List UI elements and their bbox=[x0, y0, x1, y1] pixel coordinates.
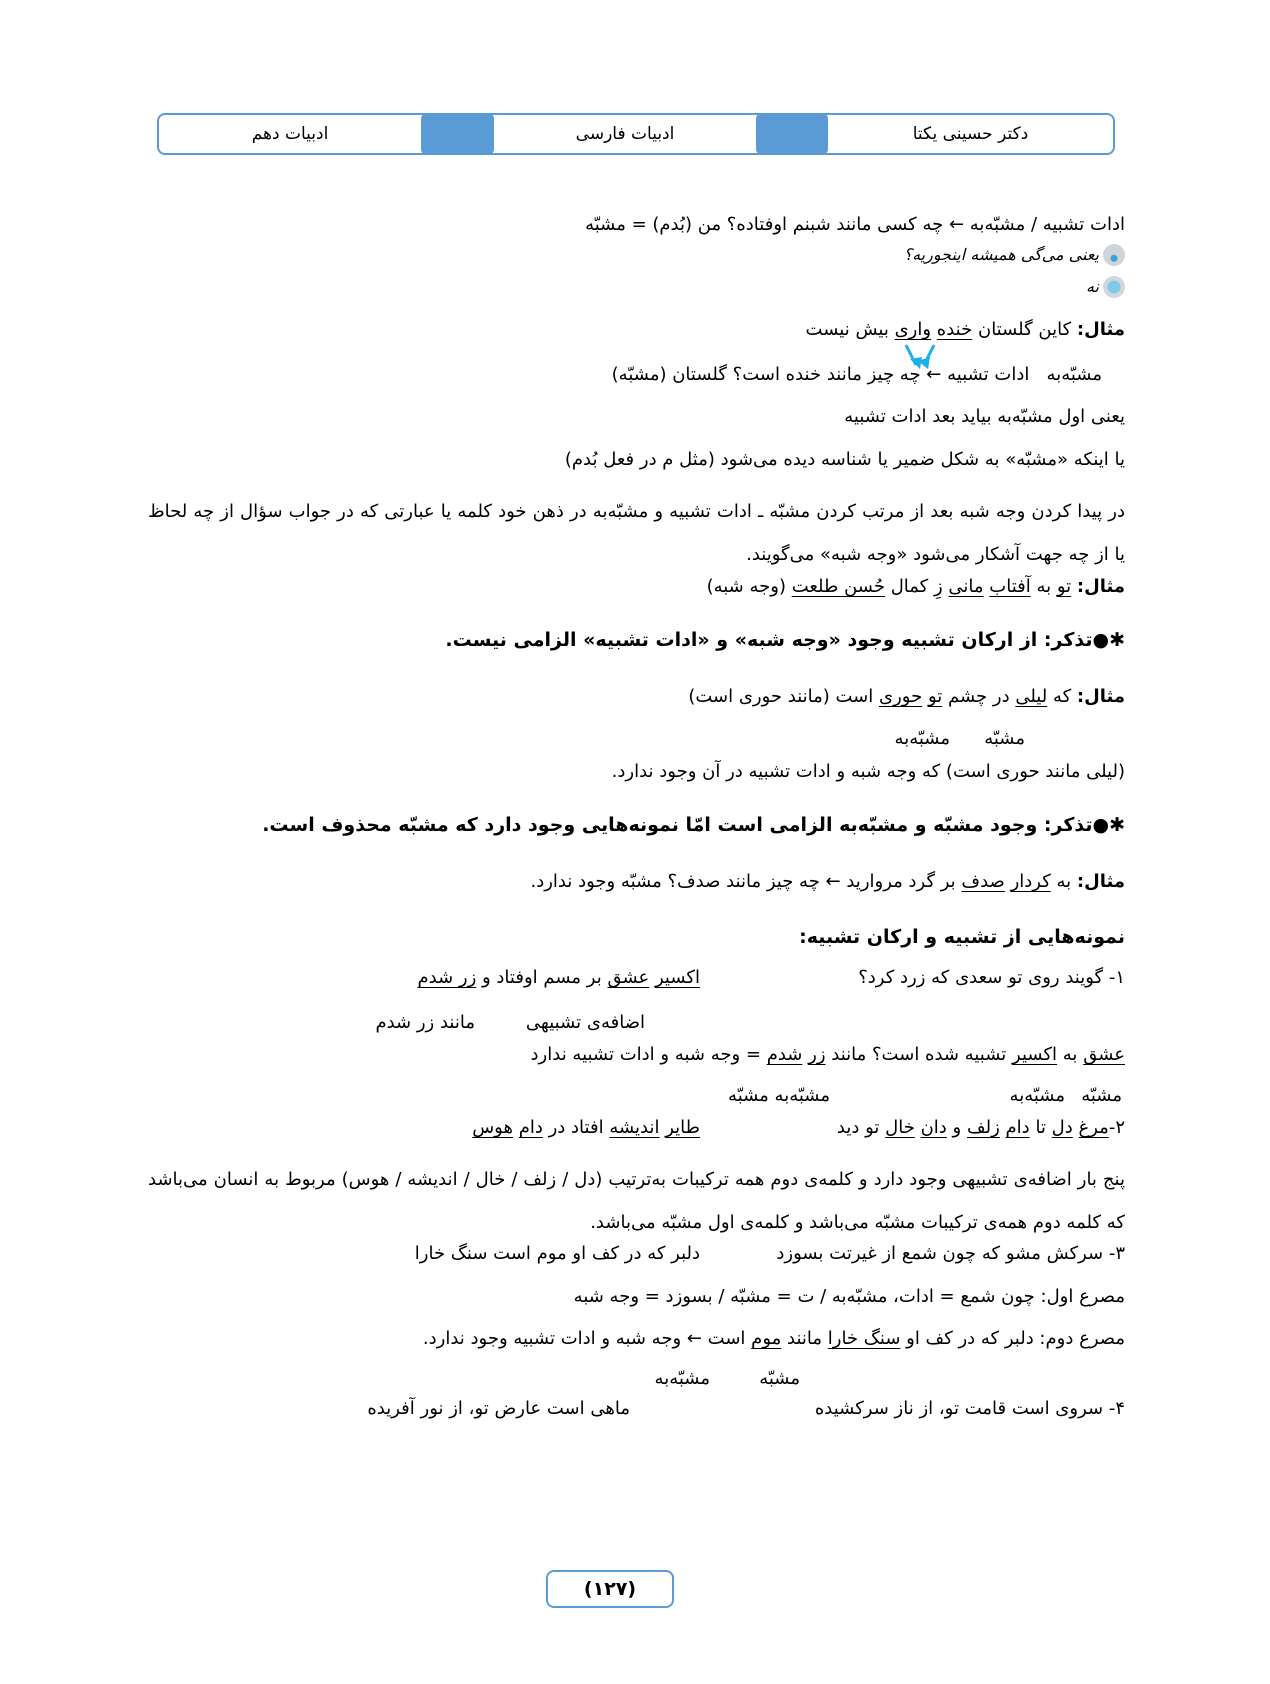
text-span: ۲- bbox=[1108, 1117, 1125, 1138]
page-header bbox=[157, 113, 1115, 155]
question-text: یعنی می‌گی همیشه اینجوریه؟ bbox=[903, 245, 1099, 264]
underlined-word: زر bbox=[808, 1044, 826, 1065]
example-label: مثال: bbox=[1076, 319, 1125, 340]
paragraph: پنج بار اضافه‌ی تشبیهی وجود دارد و کلمه‌ی دوم همه ترکیبات به‌ترتیب (دل / زلف / خال / اندیشه / هوس) مربوط به انسان می‌باشد که کلمه دوم همه‌ی ترکیبات مشبّه می‌باشد و کلمه‌ی اول مشبّه می‌باشد. bbox=[148, 1169, 1125, 1233]
example-line bbox=[707, 575, 1125, 599]
underlined-word: دام bbox=[518, 1117, 543, 1138]
example-explain bbox=[531, 1043, 1125, 1067]
underlined-word: حوری bbox=[879, 686, 923, 707]
tag-label: مشبّه‌به bbox=[654, 1368, 710, 1389]
text-span: و bbox=[952, 1117, 962, 1138]
note-text: وجود مشبّه و مشبّه‌به الزامی است امّا نمونه‌هایی وجود دارد که مشبّه محذوف است. bbox=[262, 814, 1038, 836]
example-explain bbox=[612, 363, 1102, 387]
underlined-word: تو bbox=[1056, 576, 1072, 597]
header-author: دکتر حسینی یکتا bbox=[912, 124, 1029, 144]
text-span: افتاد در bbox=[548, 1117, 604, 1138]
text-span: به bbox=[1036, 576, 1052, 597]
verse-right: ۳- سرکش مشو که چون شمع از غیرتت بسوزد bbox=[776, 1243, 1125, 1264]
hemistich-line: مصرع اول: چون شمع = ادات، مشبّه‌به / ت = مشبّه / بسوزد = وجه شبه bbox=[573, 1286, 1125, 1307]
text-span: ادات تشبیه bbox=[947, 364, 1030, 385]
underlined-word: حُسن طلعت bbox=[791, 576, 885, 597]
verse-left bbox=[472, 1117, 700, 1138]
underlined-word: دان bbox=[920, 1117, 947, 1138]
text-span: کاین گلستان bbox=[977, 319, 1072, 340]
dialog-answer bbox=[1086, 275, 1125, 299]
underlined-word: اکسیر bbox=[1012, 1044, 1058, 1065]
underlined-word: اکسیر bbox=[655, 967, 700, 988]
paragraph: در پیدا کردن وجه شبه بعد از مرتب کردن مشبّه ـ ادات تشبیه و مشبّه‌به در ذهن خود کلمه یا عبارتی که در جواب سؤال از چه لحاظ یا از چه جهت آشکار می‌شود «وجه شبه» می‌گویند. bbox=[148, 501, 1125, 565]
header-divider-block bbox=[421, 113, 494, 155]
verse-left: ماهی است عارض تو، از نور آفریده bbox=[367, 1398, 630, 1419]
underlined-word: زلف bbox=[966, 1117, 1000, 1138]
text-span: (وجه شبه) bbox=[706, 576, 786, 597]
underlined-word: سنگ خارا bbox=[827, 1328, 901, 1349]
underlined-word: واری bbox=[894, 319, 932, 340]
underlined-word: شدم bbox=[766, 1044, 803, 1065]
text-span: مصرع دوم: دلبر که در کف او bbox=[906, 1328, 1125, 1349]
text-span: به bbox=[1056, 871, 1072, 892]
dialog-question bbox=[904, 243, 1125, 267]
header-subject: ادبیات فارسی bbox=[575, 124, 675, 144]
hemistich-line bbox=[423, 1327, 1125, 1351]
verse-left: دلبر که در کف او موم است سنگ خارا bbox=[414, 1243, 700, 1264]
rule-line: یعنی اول مشبّه‌به بیاید بعد ادات تشبیه bbox=[844, 406, 1125, 427]
example-label: مثال: bbox=[1076, 686, 1125, 707]
rule-line: یا اینکه «مشبّه» به شکل ضمیر یا شناسه دیده می‌شود (مثل م در فعل بُدم) bbox=[564, 449, 1125, 470]
note-line bbox=[262, 813, 1125, 837]
example-line bbox=[530, 870, 1125, 894]
verse-left bbox=[417, 967, 700, 988]
section-title: نمونه‌هایی از تشبیه و ارکان تشبیه: bbox=[799, 926, 1125, 948]
underlined-word: طایر bbox=[665, 1117, 700, 1138]
underlined-word: مرغ bbox=[1078, 1117, 1109, 1138]
underlined-word: آفتاب bbox=[989, 576, 1031, 597]
example-line bbox=[806, 318, 1125, 342]
underlined-word: عشق bbox=[1083, 1044, 1125, 1065]
underlined-word: هوس bbox=[472, 1117, 513, 1138]
note-label: تذکر: bbox=[1043, 814, 1093, 836]
underlined-word: دل bbox=[1051, 1117, 1073, 1138]
tag-label: مانند زر شدم bbox=[375, 1012, 475, 1033]
answer-text: نه bbox=[1085, 277, 1099, 296]
header-divider-block bbox=[756, 113, 828, 155]
note-line bbox=[445, 628, 1125, 652]
example-label: مثال: bbox=[1076, 871, 1125, 892]
tag-label: اضافه‌ی تشبیهی bbox=[525, 1012, 645, 1033]
underlined-word: تو bbox=[927, 686, 943, 707]
text-span: زِ کمال bbox=[890, 576, 943, 597]
text-line: ادات تشبیه / مشبّه‌به ← چه کسی مانند شبنم اوفتاده؟ من (بُدم) = مشبّه bbox=[585, 214, 1125, 235]
text-span: تشبیه شده است؟ مانند bbox=[831, 1044, 1007, 1065]
glasses-face-icon bbox=[1103, 276, 1125, 298]
verse-right: ۴- سروی است قامت تو، از ناز سرکشیده bbox=[814, 1398, 1125, 1419]
surprised-face-icon bbox=[1103, 244, 1125, 266]
text-span: مشبّه‌به bbox=[1046, 364, 1102, 385]
text-span: بیش نیست bbox=[805, 319, 889, 340]
text-span: بر گرد مروارید ← چه چیز مانند صدف؟ مشبّه وجود ندارد. bbox=[530, 871, 956, 892]
tag-label: مشبّه‌به bbox=[1009, 1085, 1065, 1106]
underlined-word: خنده bbox=[936, 319, 973, 340]
tag-label: مشبّه bbox=[759, 1368, 800, 1389]
page-number: (۱۲۷) bbox=[546, 1570, 674, 1608]
underlined-word: زر شدم bbox=[417, 967, 477, 988]
underlined-word: عشق bbox=[607, 967, 650, 988]
text-span: است ← وجه شبه و ادات تشبیه وجود ندارد. bbox=[422, 1328, 746, 1349]
example-explain: (لیلی مانند حوری است) که وجه شبه و ادات تشبیه در آن وجود ندارد. bbox=[611, 761, 1125, 782]
text-span: که bbox=[1052, 686, 1072, 707]
bomb-icon: ✱● bbox=[1092, 629, 1125, 651]
text-span: است (مانند حوری است) bbox=[688, 686, 874, 707]
tag-label: مشبّه bbox=[1081, 1085, 1122, 1106]
text-span: مانند bbox=[787, 1328, 823, 1349]
note-label: تذکر: bbox=[1043, 629, 1093, 651]
tag-label: مشبّه‌به bbox=[894, 728, 950, 749]
text-span: بر مسم اوفتاد و bbox=[482, 967, 602, 988]
example-label: مثال: bbox=[1076, 576, 1125, 597]
text-span: به bbox=[1062, 1044, 1078, 1065]
verse-right: ۱- گویند روی تو سعدی که زرد کرد؟ bbox=[858, 967, 1125, 988]
underlined-word: دام bbox=[1005, 1117, 1030, 1138]
text-span: تو دید bbox=[836, 1117, 880, 1138]
header-grade: ادبیات دهم bbox=[251, 124, 329, 144]
tag-label: مشبّه‌به مشبّه bbox=[728, 1085, 830, 1106]
text-span: تا bbox=[1035, 1117, 1046, 1138]
text-span: ← چه چیز مانند خنده است؟ گلستان (مشبّه) bbox=[611, 364, 942, 385]
verse-right bbox=[837, 1117, 1125, 1138]
underlined-word: صدف bbox=[961, 871, 1005, 892]
underlined-word: موم bbox=[751, 1328, 782, 1349]
underlined-word: مانی bbox=[948, 576, 984, 597]
underlined-word: لیلی bbox=[1015, 686, 1048, 707]
tag-label: مشبّه bbox=[984, 728, 1025, 749]
underlined-word: خال bbox=[885, 1117, 915, 1138]
underlined-word: اندیشه bbox=[609, 1117, 660, 1138]
text-span: در چشم bbox=[948, 686, 1010, 707]
underlined-word: کردار bbox=[1010, 871, 1051, 892]
text-span: = وجه شبه و ادات تشبیه ندارد bbox=[530, 1044, 761, 1065]
note-text: از ارکان تشبیه وجود «وجه شبه» و «ادات تشبیه» الزامی نیست. bbox=[445, 629, 1038, 651]
example-line bbox=[688, 685, 1125, 709]
bomb-icon: ✱● bbox=[1092, 814, 1125, 836]
